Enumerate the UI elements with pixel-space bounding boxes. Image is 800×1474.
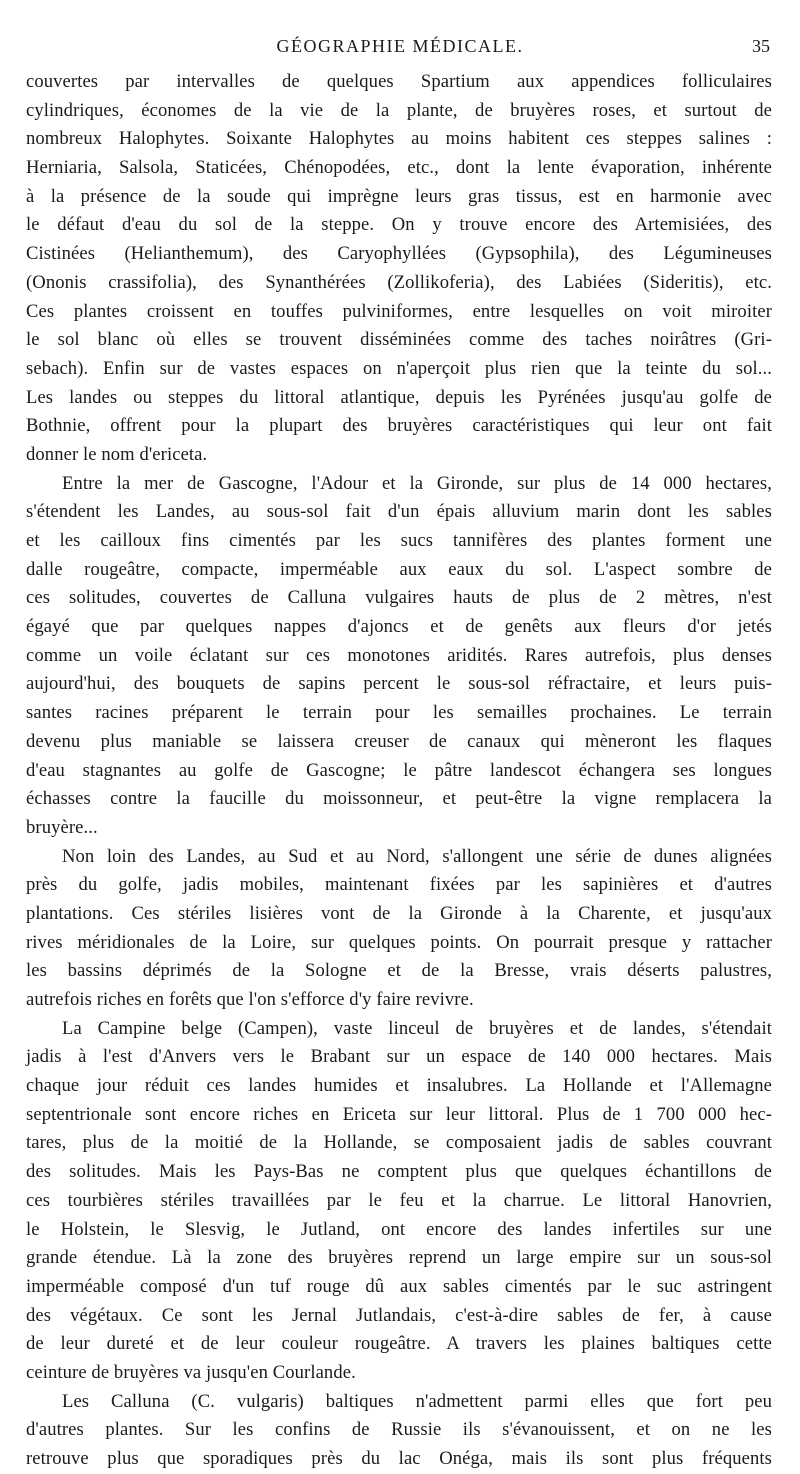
text-line: ceinture de bruyères va jusqu'en Courlande.: [26, 1361, 356, 1383]
text-line: donner le nom d'ericeta.: [26, 443, 208, 465]
text-line: le défaut d'eau du sol de la steppe. On y trouve encore des Artemisiées, des: [26, 214, 772, 236]
text-line: La Campine belge (Campen), vaste linceul de bruyères et de landes, s'étendait: [62, 1017, 772, 1039]
text-line: cylindriques, économes de la vie de la plante, de bruyères roses, et surtout de: [26, 99, 772, 121]
text-line: Entre la mer de Gascogne, l'Adour et la Gironde, sur plus de 14 000 hectares,: [62, 472, 772, 494]
text-line: septentrionale sont encore riches en Ericeta sur leur littoral. Plus de 1 700 000 hec-: [26, 1103, 772, 1125]
text-line: près du golfe, jadis mobiles, maintenant fixées par les sapinières et d'autres: [26, 874, 772, 896]
text-line: dalle rougeâtre, compacte, imperméable aux eaux du sol. L'aspect sombre de: [26, 558, 772, 580]
text-line: chaque jour réduit ces landes humides et insalubres. La Hollande et l'Allemagne: [26, 1075, 772, 1097]
page-number: 35: [752, 36, 770, 56]
text-line: rives méridionales de la Loire, sur quelques points. On pourrait presque y rattacher: [26, 931, 772, 953]
text-line: tares, plus de la moitié de la Hollande, se composaient jadis de sables couvrant: [26, 1132, 772, 1154]
text-line: s'étendent les Landes, au sous-sol fait d'un épais alluvium marin dont les sables: [26, 501, 772, 523]
running-title: GÉOGRAPHIE MÉDICALE.: [276, 36, 524, 56]
text-line: Cistinées (Helianthemum), des Caryophyllées (Gypsophila), des Légumineuses: [26, 243, 772, 265]
text-line: jadis à l'est d'Anvers vers le Brabant sur un espace de 140 000 hectares. Mais: [26, 1046, 772, 1068]
text-line: Les landes ou steppes du littoral atlantique, depuis les Pyrénées jusqu'au golfe de: [26, 386, 772, 408]
text-line: bruyère...: [26, 816, 98, 838]
text-line: plantations. Ces stériles lisières vont de la Gironde à la Charente, et jusqu'aux: [26, 902, 772, 924]
text-line: le sol blanc où elles se trouvent disséminées comme des taches noirâtres (Gri-: [26, 329, 772, 351]
text-line: de leur dureté et de leur couleur rougeâtre. A travers les plaines baltiques cette: [26, 1333, 772, 1355]
text-line: retrouve plus que sporadiques près du lac Onéga, mais ils sont plus fréquents: [26, 1448, 772, 1469]
text-line: et les cailloux fins cimentés par les sucs tannifères des plantes forment une: [26, 530, 772, 551]
text-line: les bassins déprimés de la Sologne et de la Bresse, vrais déserts palustres,: [26, 960, 772, 982]
text-line: d'autres plantes. Sur les confins de Russie ils s'évanouissent, et on ne les: [26, 1419, 772, 1441]
text-line: des solitudes. Mais les Pays-Bas ne comptent plus que quelques échantillons de: [26, 1161, 772, 1183]
text-line: ces solitudes, couvertes de Calluna vulgaires hauts de plus de 2 mètres, n'est: [26, 587, 772, 609]
text-line: Ces plantes croissent en touffes pulviniformes, entre lesquelles on voit miroiter: [26, 300, 772, 322]
text-line: grande étendue. Là la zone des bruyères reprend un large empire sur un sous-sol: [26, 1247, 772, 1269]
text-line: couvertes par intervalles de quelques Spartium aux appendices folliculaires: [26, 71, 772, 92]
text-line: nombreux Halophytes. Soixante Halophytes au moins habitent ces steppes salines :: [26, 128, 772, 150]
text-line: santes racines préparent le terrain pour les semailles prochaines. Le terrain: [26, 702, 772, 724]
text-line: d'eau stagnantes au golfe de Gascogne; le pâtre landescot échangera ses longues: [26, 759, 772, 781]
text-line: aujourd'hui, des bouquets de sapins percent le sous-sol réfractaire, et leurs puis-: [26, 673, 772, 695]
text-line: devenu plus maniable se laissera creuser de canaux qui mèneront les flaques: [26, 730, 772, 752]
text-line: comme un voile éclatant sur ces monotones aridités. Rares autrefois, plus denses: [26, 644, 772, 666]
text-line: autrefois riches en forêts que l'on s'efforce d'y faire revivre.: [26, 989, 474, 1010]
text-line: Non loin des Landes, au Sud et au Nord, s'allongent une série de dunes alignées: [62, 845, 772, 867]
text-line: ces tourbières stériles travaillées par le feu et la charrue. Le littoral Hanovrien,: [26, 1189, 772, 1211]
text-line: imperméable composé d'un tuf rouge dû aux sables cimentés par le suc astringent: [26, 1275, 772, 1297]
text-line: le Holstein, le Slesvig, le Jutland, ont encore des landes infertiles sur une: [26, 1218, 772, 1240]
text-line: Bothnie, offrent pour la plupart des bruyères caractéristiques qui leur ont fait: [26, 415, 772, 437]
text-line: (Ononis crassifolia), des Synanthérées (Zollikoferia), des Labiées (Sideritis), etc.: [26, 271, 772, 293]
text-line: des végétaux. Ce sont les Jernal Jutlandais, c'est-à-dire sables de fer, à cause: [26, 1304, 772, 1326]
text-line: égayé que par quelques nappes d'ajoncs et de genêts aux fleurs d'or jetés: [26, 616, 772, 638]
page-header: [26, 36, 774, 60]
body-text: [26, 68, 772, 1474]
text-line: Les Calluna (C. vulgaris) baltiques n'admettent parmi elles que fort peu: [62, 1390, 772, 1412]
text-line: échasses contre la faucille du moissonneur, et peut-être la vigne remplacera la: [26, 788, 772, 810]
text-line: Herniaria, Salsola, Staticées, Chénopodées, etc., dont la lente évaporation, inhérente: [26, 157, 772, 179]
text-line: à la présence de la soude qui imprègne leurs gras tissus, est en harmonie avec: [26, 185, 772, 207]
text-line: sebach). Enfin sur de vastes espaces on n'aperçoit plus rien que la teinte du sol...: [26, 357, 772, 379]
